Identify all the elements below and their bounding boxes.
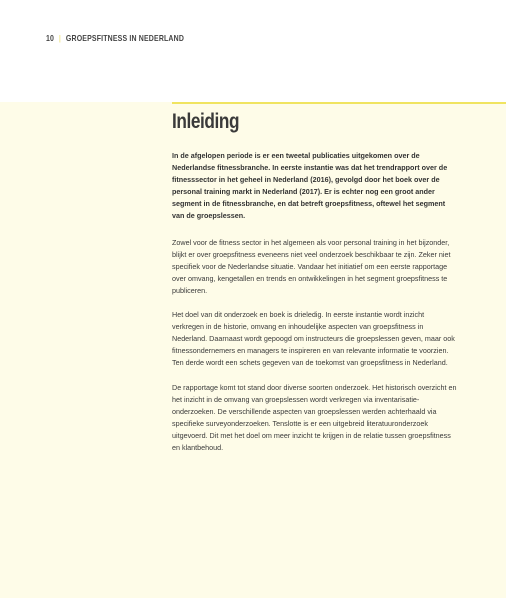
section-title: GROEPSFITNESS IN NEDERLAND xyxy=(65,33,185,43)
body-paragraph-1: Zowel voor de fitness sector in het algemeen als voor personal training in het bijzonder, blijkt er over groepsfitness eveneens niet veel onderzoek beschikbaar te zijn. Zeker niet specifiek voor de Nederlandse situatie. Vandaar het initiatief om een eerste rapportage over omvang, kengetallen en trends en ontwikkelingen in het segment groepsfitness te publiceren. xyxy=(172,237,451,295)
page-number: 10 xyxy=(46,33,55,43)
accent-rule xyxy=(172,102,506,104)
intro-paragraph: In de afgelopen periode is er een tweetal publicaties uitgekomen over de Nederlandse fitnessbranche. In eerste instantie was dat het trendrapport over de fitnesssector in het geheel in Nederland (2016), gevolgd door het boek over de personal training markt in Nederland (2017). Er is echter nog een groot ander segment in de fitnessbranche, en dat betreft groepsfitness, oftewel het segment van de groepslessen. xyxy=(172,151,448,221)
header-separator: | xyxy=(59,33,61,43)
running-header xyxy=(46,33,184,43)
body-paragraph-2: Het doel van dit onderzoek en boek is drieledig. In eerste instantie wordt inzicht verkregen in de historie, omvang en inhoudelijke aspecten van groepsfitness in Nederland. Daarnaast wordt gepoogd om instructeurs die groepslessen geven, maar ook fitnessondernemers en managers te inspireren en van relevante informatie te voorzien. Ten derde wordt een schets gegeven van de toekomst van groepsfitness in Nederland. xyxy=(172,310,455,368)
article-title: Inleiding xyxy=(172,110,240,133)
article xyxy=(172,110,458,466)
body-paragraph-3: De rapportage komt tot stand door diverse soorten onderzoek. Het historisch overzicht en het inzicht in de omvang van groepslessen wordt verkregen via inventarisatie-onderzoeken. De verschillende aspecten van groepslessen werden achterhaald via specifieke surveyonderzoeken. Tenslotte is er een uitgebreid literatuuronderzoek uitgevoerd. Dit met het doel om meer inzicht te krijgen in de relatie tussen groepsfitness en klantbehoud. xyxy=(172,382,457,452)
